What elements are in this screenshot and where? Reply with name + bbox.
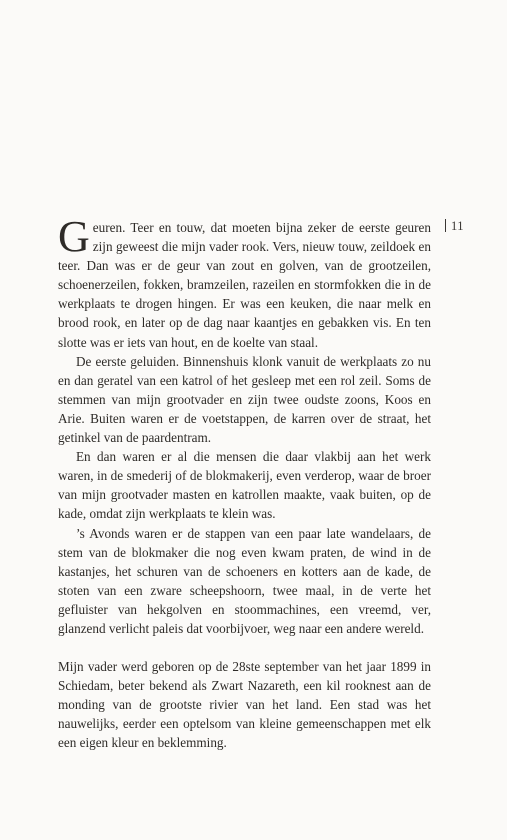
paragraph-1	[58, 212, 431, 352]
page-number: 11	[445, 219, 464, 234]
paragraph-1-text: euren. Teer en touw, dat moeten bijna zeker de eerste geuren zijn geweest die mijn vader rook. Vers, nieuw touw, zeildoek en teer. Dan was er de geur van zout en golven, van de grootzeilen, schoenerzeilen, fokken, bramzeilen, razeilen en stormfokken die in de werkplaats te drogen hingen. Er was een keuken, die naar melk en brood rook, en later op de dag naar kaantjes en gebakken vis. En ten slotte was er iets van hout, en de koelte van staal.	[58, 220, 431, 350]
paragraph-4: ’s Avonds waren er de stappen van een paar late wandelaars, de stem van de blokmaker die nog even kwam praten, de wind in de kastanjes, het schuren van de schoeners en kotters aan de kade, de stoten van een zware scheepshoorn, twee maal, in de verte het gefluister van hekgolven en stoommachines, een vreemd, ver, glanzend verlicht paleis dat voorbijvoer, weg naar een andere wereld.	[58, 525, 431, 636]
drop-cap: G	[58, 212, 90, 261]
paragraph-2: De eerste geluiden. Binnenshuis klonk vanuit de werkplaats zo nu en dan geratel van een katrol of het gesleep met een rol zeil. Soms de stemmen van mijn grootvader en zijn twee oudste zoons, Koos en Arie. Buiten waren er de voetstappen, de karren over de straat, het getinkel van de paardentram.	[58, 353, 431, 446]
paragraph-3: En dan waren er al die mensen die daar vlakbij aan het werk waren, in de smederij of de blokmakerij, even verderop, waar de broer van mijn grootvader masten en katrollen maakte, vaak buiten, op de kade, omdat zijn werkplaats te klein was.	[58, 449, 431, 522]
body-text	[58, 212, 431, 753]
paragraph-5: Mijn vader werd geboren op de 28ste september van het jaar 1899 in Schiedam, beter bekend als Zwart Nazareth, een kil rooknest aan de monding van de grootste rivier van het land. Een stad was het nauwelijks, eerder een optelsom van kleine gemeenschappen met elk een eigen kleur en beklemming.	[58, 659, 431, 751]
